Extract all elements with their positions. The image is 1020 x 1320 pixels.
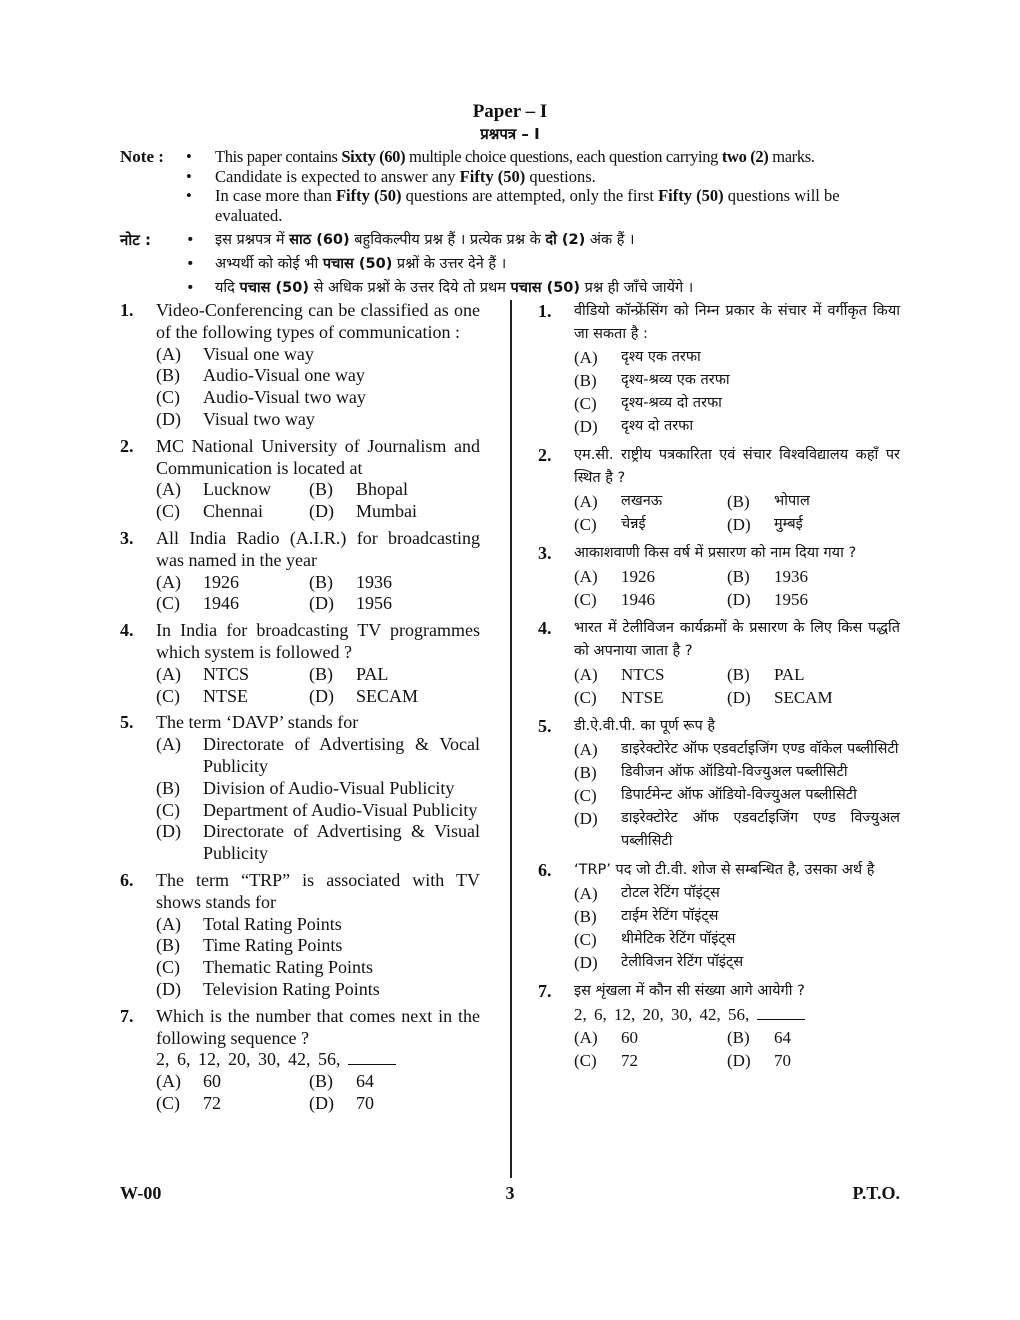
option-c bbox=[574, 1049, 727, 1072]
option-text: Division of Audio-Visual Publicity bbox=[203, 777, 455, 798]
option-c bbox=[156, 1093, 309, 1115]
option-d bbox=[156, 821, 480, 865]
question-2 bbox=[120, 436, 480, 523]
question-stem: आकाशवाणी किस वर्ष में प्रसारण को नाम दिया गया ? bbox=[574, 545, 857, 561]
question-number: 1. bbox=[120, 300, 134, 320]
option-c bbox=[156, 593, 309, 615]
option-a bbox=[156, 572, 309, 594]
option-letter: (D) bbox=[574, 417, 598, 436]
option-text: Department of Audio-Visual Publicity bbox=[203, 799, 478, 820]
option-text: 1946 bbox=[203, 593, 239, 614]
option-text: Total Rating Points bbox=[203, 913, 342, 934]
option-text: 1946 bbox=[621, 590, 655, 609]
option-letter: (D) bbox=[727, 688, 751, 707]
question-number: 6. bbox=[120, 869, 134, 890]
option-d bbox=[574, 951, 900, 974]
option-c bbox=[574, 392, 900, 415]
answer-blank bbox=[348, 1050, 396, 1065]
note-text: यदि पचास (50) से अधिक प्रश्नों के उत्तर दिये तो प्रथम पचास (50) प्रश्न ही जाँचे जायेंगे । bbox=[215, 280, 694, 296]
option-text: 60 bbox=[621, 1028, 638, 1047]
options bbox=[574, 346, 900, 438]
bullet-icon: • bbox=[186, 147, 192, 166]
options bbox=[156, 914, 480, 1001]
question-stem: Which is the number that comes next in the following sequence ? bbox=[156, 1005, 480, 1048]
option-text: टाईम रेटिंग पॉइंट्स bbox=[621, 908, 719, 924]
question-number: 3. bbox=[120, 527, 134, 548]
option-text: NTCS bbox=[203, 663, 250, 684]
option-letter: (D) bbox=[309, 593, 334, 614]
option-letter: (C) bbox=[156, 957, 180, 978]
option-c bbox=[156, 686, 309, 708]
option-letter: (C) bbox=[574, 590, 597, 609]
option-text: दृश्य-श्रव्य एक तरफा bbox=[621, 372, 730, 388]
question-number: 6. bbox=[538, 860, 552, 880]
question-stem: MC National University of Journalism and Communication is located at bbox=[156, 435, 480, 478]
option-text: SECAM bbox=[356, 685, 419, 706]
option-d bbox=[156, 409, 480, 431]
option-c bbox=[574, 784, 900, 807]
option-d bbox=[309, 686, 480, 708]
option-b bbox=[727, 490, 900, 513]
note-text: Candidate is expected to answer any Fifty (50) questions. bbox=[215, 166, 596, 186]
option-letter: (A) bbox=[156, 343, 181, 364]
option-letter: (B) bbox=[727, 492, 750, 511]
option-letter: (D) bbox=[156, 408, 181, 429]
question-2 bbox=[538, 444, 900, 536]
option-letter: (A) bbox=[574, 740, 598, 759]
question-1 bbox=[538, 300, 900, 438]
option-letter: (A) bbox=[156, 571, 181, 592]
note-item bbox=[120, 276, 910, 300]
question-stem: इस शृंखला में कौन सी संख्या आगे आयेगी ? bbox=[574, 983, 805, 999]
question-number: 3. bbox=[538, 543, 552, 563]
please-turn-over: P.T.O. bbox=[852, 1183, 900, 1203]
bullet-icon: • bbox=[186, 186, 192, 205]
option-letter: (D) bbox=[727, 1051, 751, 1070]
option-c bbox=[574, 513, 727, 536]
question-7 bbox=[538, 980, 900, 1072]
option-a bbox=[156, 734, 480, 778]
option-a bbox=[156, 479, 309, 501]
option-text: SECAM bbox=[774, 688, 833, 707]
paper-title-en: Paper – I bbox=[472, 101, 548, 122]
option-a bbox=[156, 664, 309, 686]
option-d bbox=[727, 513, 900, 536]
option-letter: (C) bbox=[156, 1092, 180, 1113]
option-c bbox=[574, 686, 727, 709]
question-number: 4. bbox=[538, 618, 552, 638]
question-stem: वीडियो कॉन्फ्रेंसिंग को निम्न प्रकार के संचार में वर्गीकृत किया जा सकता है : bbox=[574, 303, 900, 342]
option-text: भोपाल bbox=[774, 493, 810, 509]
option-text: 72 bbox=[621, 1051, 638, 1070]
question-number: 4. bbox=[120, 620, 134, 641]
option-text: डिपार्टमेन्ट ऑफ ऑडियो-विज्युअल पब्लीसिटी bbox=[621, 787, 857, 803]
option-text: टेलीविजन रेटिंग पॉइंट्स bbox=[621, 954, 744, 970]
option-text: 60 bbox=[203, 1071, 221, 1092]
note-text: अभ्यर्थी को कोई भी पचास (50) प्रश्नों के उत्तर देने हैं । bbox=[215, 256, 507, 272]
question-stem: The term ‘DAVP’ stands for bbox=[156, 712, 359, 733]
option-d bbox=[574, 415, 900, 438]
option-text: Visual one way bbox=[203, 343, 314, 364]
option-text: 64 bbox=[774, 1028, 791, 1047]
option-letter: (C) bbox=[574, 930, 597, 949]
note-hindi bbox=[120, 228, 910, 300]
option-b bbox=[309, 479, 480, 501]
option-text: 72 bbox=[203, 1092, 221, 1113]
option-a bbox=[574, 663, 727, 686]
options bbox=[156, 1071, 480, 1115]
option-letter: (B) bbox=[727, 567, 750, 586]
option-text: Visual two way bbox=[203, 408, 315, 429]
options bbox=[156, 572, 480, 616]
question-5 bbox=[120, 712, 480, 865]
question-4 bbox=[120, 620, 480, 707]
option-letter: (A) bbox=[156, 1071, 181, 1092]
options bbox=[574, 882, 900, 974]
option-text: Chennai bbox=[203, 501, 263, 522]
option-letter: (A) bbox=[156, 479, 181, 500]
option-d bbox=[309, 1093, 480, 1115]
option-d bbox=[309, 593, 480, 615]
note-label: नोट : bbox=[120, 231, 151, 249]
option-c bbox=[156, 501, 309, 523]
option-a bbox=[574, 346, 900, 369]
option-text: NTCS bbox=[621, 665, 665, 684]
option-letter: (C) bbox=[156, 387, 180, 408]
option-letter: (B) bbox=[309, 663, 333, 684]
option-text: डाइरेक्टोरेट ऑफ एडवर्टाइजिंग एण्ड वॉकेल पब्लीसिटी bbox=[621, 741, 899, 757]
option-letter: (C) bbox=[574, 688, 597, 707]
option-a bbox=[574, 490, 727, 513]
option-letter: (C) bbox=[156, 685, 180, 706]
option-b bbox=[309, 1071, 480, 1093]
number-sequence: 2, 6, 12, 20, 30, 42, 56, bbox=[574, 1003, 900, 1026]
option-text: मुम्बई bbox=[774, 516, 803, 532]
option-b bbox=[156, 935, 480, 957]
option-c bbox=[156, 800, 480, 822]
option-text: 64 bbox=[356, 1071, 374, 1092]
question-stem: डी.ऐ.वी.पी. का पूर्ण रूप है bbox=[574, 718, 716, 734]
options bbox=[156, 479, 480, 523]
option-text: 70 bbox=[356, 1092, 374, 1113]
option-text: थीमेटिक रेटिंग पॉइंट्स bbox=[621, 931, 736, 947]
option-a bbox=[574, 738, 900, 761]
option-a bbox=[156, 344, 480, 366]
option-text: Thematic Rating Points bbox=[203, 957, 373, 978]
note-english bbox=[120, 147, 910, 225]
option-text: NTSE bbox=[621, 688, 664, 707]
option-text: दृश्य दो तरफा bbox=[621, 418, 694, 434]
question-4 bbox=[538, 617, 900, 709]
option-letter: (A) bbox=[574, 348, 598, 367]
option-letter: (B) bbox=[727, 665, 750, 684]
option-b bbox=[574, 905, 900, 928]
question-1 bbox=[120, 300, 480, 431]
option-a bbox=[156, 1071, 309, 1093]
option-letter: (D) bbox=[727, 515, 751, 534]
question-3 bbox=[538, 542, 900, 611]
option-letter: (D) bbox=[156, 978, 181, 999]
option-letter: (B) bbox=[309, 571, 333, 592]
option-d bbox=[574, 807, 900, 853]
option-b bbox=[574, 761, 900, 784]
option-text: 1956 bbox=[774, 590, 808, 609]
option-text: 70 bbox=[774, 1051, 791, 1070]
note-label: Note : bbox=[120, 147, 164, 166]
option-letter: (B) bbox=[727, 1028, 750, 1047]
option-b bbox=[309, 572, 480, 594]
note-item bbox=[120, 186, 910, 225]
option-d bbox=[309, 501, 480, 523]
option-letter: (C) bbox=[156, 501, 180, 522]
option-text: दृश्य-श्रव्य दो तरफा bbox=[621, 395, 722, 411]
option-b bbox=[727, 1026, 900, 1049]
paper-title-hi: प्रश्नपत्र – I bbox=[480, 125, 540, 143]
option-letter: (B) bbox=[309, 1071, 333, 1092]
option-text: दृश्य एक तरफा bbox=[621, 349, 701, 365]
option-b bbox=[156, 365, 480, 387]
question-number: 2. bbox=[538, 445, 552, 465]
option-letter: (D) bbox=[727, 590, 751, 609]
option-b bbox=[727, 565, 900, 588]
option-letter: (D) bbox=[156, 821, 181, 842]
option-text: PAL bbox=[356, 663, 389, 684]
option-text: चेन्नई bbox=[621, 516, 646, 532]
option-text: लखनऊ bbox=[621, 493, 663, 509]
question-number: 2. bbox=[120, 435, 134, 456]
option-letter: (D) bbox=[309, 1092, 334, 1113]
option-letter: (C) bbox=[574, 1051, 597, 1070]
option-text: 1956 bbox=[356, 593, 392, 614]
note-item bbox=[120, 228, 910, 252]
options bbox=[574, 663, 900, 709]
questions-hindi-column bbox=[538, 300, 900, 1078]
option-text: 1926 bbox=[621, 567, 655, 586]
question-number: 1. bbox=[538, 301, 552, 321]
option-b bbox=[727, 663, 900, 686]
questions-english-column bbox=[120, 300, 480, 1120]
paper-code: W-00 bbox=[120, 1183, 162, 1203]
option-text: 1926 bbox=[203, 571, 239, 592]
option-letter: (A) bbox=[156, 913, 181, 934]
option-c bbox=[574, 588, 727, 611]
option-text: 1936 bbox=[774, 567, 808, 586]
bullet-icon: • bbox=[186, 280, 195, 296]
option-letter: (C) bbox=[574, 786, 597, 805]
question-7 bbox=[120, 1006, 480, 1115]
option-letter: (D) bbox=[309, 685, 334, 706]
question-stem: भारत में टेलीविजन कार्यक्रमों के प्रसारण के लिए किस पद्धति को अपनाया जाता है ? bbox=[574, 620, 900, 659]
question-3 bbox=[120, 528, 480, 615]
question-stem: Video-Conferencing can be classified as one of the following types of communication : bbox=[156, 300, 480, 342]
option-text: Bhopal bbox=[356, 479, 408, 500]
option-a bbox=[156, 914, 480, 936]
note-item bbox=[120, 252, 910, 276]
option-letter: (D) bbox=[309, 501, 334, 522]
bullet-icon: • bbox=[186, 256, 195, 272]
options bbox=[156, 664, 480, 708]
options bbox=[574, 490, 900, 536]
option-text: Television Rating Points bbox=[203, 978, 380, 999]
option-letter: (B) bbox=[156, 777, 180, 798]
option-letter: (C) bbox=[156, 593, 180, 614]
options bbox=[574, 565, 900, 611]
question-number: 7. bbox=[120, 1005, 134, 1026]
note-item bbox=[120, 167, 910, 187]
option-text: Time Rating Points bbox=[203, 935, 343, 956]
question-6 bbox=[538, 859, 900, 974]
question-number: 7. bbox=[538, 981, 552, 1001]
option-letter: (A) bbox=[574, 1028, 598, 1047]
option-d bbox=[727, 686, 900, 709]
option-b bbox=[156, 778, 480, 800]
options bbox=[156, 734, 480, 865]
option-letter: (C) bbox=[156, 799, 180, 820]
option-letter: (B) bbox=[574, 371, 597, 390]
option-text: PAL bbox=[774, 665, 805, 684]
option-text: टोटल रेटिंग पॉइंट्स bbox=[621, 885, 720, 901]
note-text: इस प्रश्नपत्र में साठ (60) बहुविकल्पीय प्रश्न हैं । प्रत्येक प्रश्न के दो (2) अंक हैं । bbox=[215, 232, 635, 248]
option-text: Directorate of Advertising & Vocal Publicity bbox=[203, 734, 480, 776]
answer-blank bbox=[757, 1005, 805, 1020]
options bbox=[574, 1026, 900, 1072]
options bbox=[574, 738, 900, 853]
question-stem: ‘TRP’ पद जो टी.वी. शोज से सम्बन्धित है, उसका अर्थ है bbox=[574, 862, 875, 878]
option-letter: (C) bbox=[574, 515, 597, 534]
option-letter: (A) bbox=[574, 567, 598, 586]
option-text: डिवीजन ऑफ ऑडियो-विज्युअल पब्लीसिटी bbox=[621, 764, 848, 780]
question-number: 5. bbox=[120, 712, 134, 733]
option-a bbox=[574, 1026, 727, 1049]
option-letter: (C) bbox=[574, 394, 597, 413]
option-b bbox=[309, 664, 480, 686]
option-letter: (A) bbox=[156, 734, 181, 755]
option-text: Directorate of Advertising & Visual Publicity bbox=[203, 821, 480, 864]
option-d bbox=[727, 1049, 900, 1072]
option-a bbox=[574, 882, 900, 905]
option-letter: (A) bbox=[574, 665, 598, 684]
option-text: 1936 bbox=[356, 571, 392, 592]
instructions-block bbox=[120, 147, 910, 300]
option-letter: (A) bbox=[574, 492, 598, 511]
column-divider bbox=[510, 300, 512, 1178]
option-text: Lucknow bbox=[203, 479, 271, 500]
options bbox=[156, 344, 480, 431]
question-stem: All India Radio (A.I.R.) for broadcasting was named in the year bbox=[156, 527, 480, 570]
option-d bbox=[727, 588, 900, 611]
question-number: 5. bbox=[538, 716, 552, 736]
option-d bbox=[156, 979, 480, 1001]
question-stem: The term “TRP” is associated with TV shows stands for bbox=[156, 869, 480, 912]
option-text: Mumbai bbox=[356, 501, 417, 522]
option-text: Audio-Visual one way bbox=[203, 365, 365, 386]
note-text: In case more than Fifty (50) questions are attempted, only the first Fifty (50) questions will be evaluated. bbox=[215, 186, 840, 225]
option-letter: (B) bbox=[574, 907, 597, 926]
option-letter: (D) bbox=[574, 809, 598, 828]
note-text: This paper contains Sixty (60) multiple choice questions, each question carrying two (2) marks. bbox=[215, 147, 815, 166]
note-item bbox=[120, 147, 910, 167]
option-letter: (B) bbox=[309, 479, 333, 500]
option-text: NTSE bbox=[203, 685, 248, 706]
option-text: डाइरेक्टोरेट ऑफ एडवर्टाइजिंग एण्ड विज्युअल पब्लीसिटी bbox=[621, 810, 900, 849]
page-number: 3 bbox=[505, 1183, 515, 1203]
question-stem: एम.सी. राष्ट्रीय पत्रकारिता एवं संचार विश्वविद्यालय कहाँ पर स्थित है ? bbox=[574, 447, 900, 486]
bullet-icon: • bbox=[186, 166, 192, 186]
option-c bbox=[574, 928, 900, 951]
bullet-icon: • bbox=[186, 232, 195, 248]
question-6 bbox=[120, 870, 480, 1001]
number-sequence: 2, 6, 12, 20, 30, 42, 56, bbox=[156, 1049, 480, 1071]
option-letter: (B) bbox=[156, 935, 180, 956]
option-c bbox=[156, 957, 480, 979]
option-letter: (B) bbox=[156, 365, 180, 386]
question-5 bbox=[538, 715, 900, 853]
option-letter: (A) bbox=[574, 884, 598, 903]
option-text: Audio-Visual two way bbox=[203, 387, 366, 408]
option-letter: (D) bbox=[574, 953, 598, 972]
option-c bbox=[156, 387, 480, 409]
option-b bbox=[574, 369, 900, 392]
option-letter: (B) bbox=[574, 763, 597, 782]
question-stem: In India for broadcasting TV programmes which system is followed ? bbox=[156, 620, 480, 662]
option-letter: (A) bbox=[156, 663, 181, 684]
option-a bbox=[574, 565, 727, 588]
